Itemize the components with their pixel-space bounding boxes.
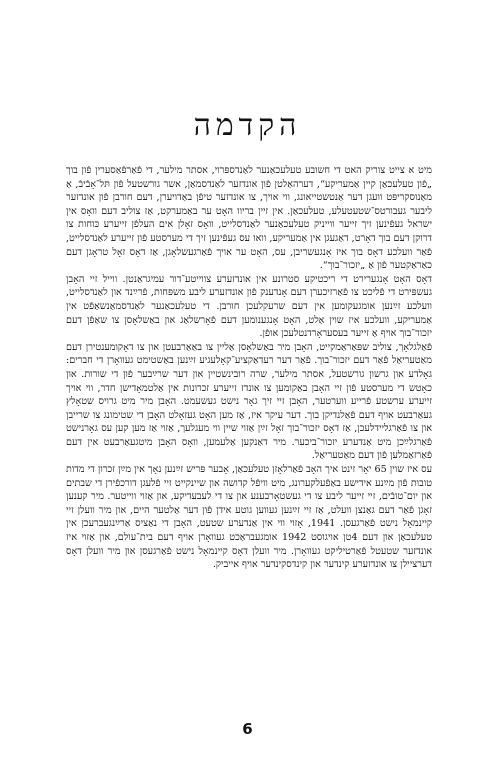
page-title: הקדמה: [193, 108, 302, 143]
paragraph-3: פֿאַלגלאָך, צוליב שפּאַראַמקייט, האָבן מיר באַשלאָסן אַליין צו באַאַרבעטן און צו דאָקומענטירן דעם מאַטעריאַל פֿאַר דעם יזכור־בוך. פֿאַר דער רעדאַקציע־קאָלעגיע זײַנען באַשטימט געוואָרן די חברים: גאָלדע און גרשון גורשטעל, אסתר מילער, שרה רובינשטיין און דער שרײַבער פֿון די שורות. און כאָטש די מערסטע פֿון זיי האָבן באַקומען צו אונדז זייערע זכרונות אין אַלטמאָדישן חדר, ווי אויך זייערע ערשטע פֿרייע ווערטער, האָבן זיי זיך גאָר נישט געשעמט. האָבן מיר מיט גרויס שטאָלץ געאַרבעט אויף דעם פֿאַלנדיקן בוך. דער עיקר איז, אַז מען האָט געזאָלט האָבן די שטימונג צו שרייבן און צו פֿאַרגליידלעכן, אַז דאָס יזכור־בוך זאָל זײַן אַזוי שיין ווי מעגלעך, אַזוי אַז מען קען עס גאָרנישט פֿאַרגלײַכן מיט אַנדערע יזכור־ביכער. מיר דאַנקען אַלעמען, וואָס האָבן מיטגעאַרבעט אין דעם פֿאַרזאַמלען פֿון דעם מאַטעריאַל.: [66, 341, 432, 462]
paragraph-4: עס איז שוין 65 יאָר זינט איך האָב פֿאַרלאָזן טעלעכאַן, אָבער פּריש זײַנען נאָך אין מײַן זכרון די מדות טובות פֿון מײַנע אידישע באַפֿעלקערונג, מיט וויפֿל קדושה און שיינקייט זיי פֿלעגן דורכפֿירן די שבתים און יום־טובֿים, זיי זייער ליבע צו די געשטאָרבענע און צו די לעבעדיקע, און אַזוי ווייטער. מיר קענען זאָגן פֿאַר דעם גאַנצן וועלט, אַז זיי זײַנען געווען גוטע אידן פֿון דער אַלטער היים, און מיר וועלן זיי קיינמאָל נישט פֿאַרגעסן. 1941, אָזוי ווי אין אַנדערע שטעט, האָבן די נאַציס אַרײַנגעברעכן אין טעלעכאַן און דעם 4טן אויגוסט 1942 אומגעבראַכט געוואָרן אויף דעם בית־עולם, און אַזוי איז אונדזער שטעטל פֿאַרטיליקט געוואָרן. מיר וועלן דאָס קיינמאָל נישט פֿאַרגעסן און מיר וועלן דאָס דערציילן צו אונדזערע קינדער און קינדסקינדער אויף אייביק.: [66, 464, 432, 571]
paragraph-2: דאָס האָט אָנגערירט די ריכטיקע סטרונע אין אונדזערע צווייטע־דור עמיגראַנטן. ווייל זיי האָבן געשפּירט די פֿליכט צו פֿאַרזיכערן דעם אָנדענק פֿון אונדזערע ליבע משפּחות, פֿרײַנד און לאַנדסלייט, וועלכע זײַנען אומגעקומען אין דעם שרעקלעכן חורבן. די טעלעכאַנער לאַנדסמאַנשאַפֿט אין אַמעריקע, וועלכע איז שוין אַלט, האָט אָנגענומען דעם פֿאָרשלאַג און באַשלאָסן צו שאַפֿן דעם יזכור־בוך אויף אַ זייער בעסעראָרדנטלעכן אופֿן.: [66, 273, 432, 340]
body-text: [66, 164, 432, 572]
page-number: 6: [242, 720, 253, 738]
paragraph-1: מיט א צייט צוריק האט די חשובע טעלעכאַנער לאַנדספּרוי, אסתר מילער, די פֿאַרפֿאַסערין פֿון בוך „פֿון טעלעכאַן קיין אַמעריקע“, דערהאַלטן פֿון אונדזער לאַנדסמאַן, אשר גורשטעל פֿון תּל־אָבֿיבֿ, אַ מאַנוסקריפּט וועגן דער אַנטשטייאונג, ווי אויך, צו אונדזער טיפֿן באַדויערן, דעם חורבן פֿון אונדזער ליבער געבורטס־שטעטעלע, טעלעכאַן. אין זיין בריוו האָט ער באַמערקט, אַז צוליב דעם וואָס אין ישראל געפֿינען זיך זייער ווייניק טעלעכאַנער לאַנדסלייט, וואָס זאָלן אים העלפֿן זייערע כּוחות צו דרוקן דעם בוך דאָרט, דאַגעגן אין אַמעריקע, וואו עס געפֿינען זיך די מערסטע פֿון זייערע לאַנדסלייט, פֿאַר וועלכע דאָס בוך איז אָנגעשריבן, עס, האָט ער אויך פֿאַרגעשלאָגן, אַז דאָס זאָל טראָגן דעם כאַראַקטער פֿון אַ „יזכור־בוך“.: [66, 165, 432, 272]
